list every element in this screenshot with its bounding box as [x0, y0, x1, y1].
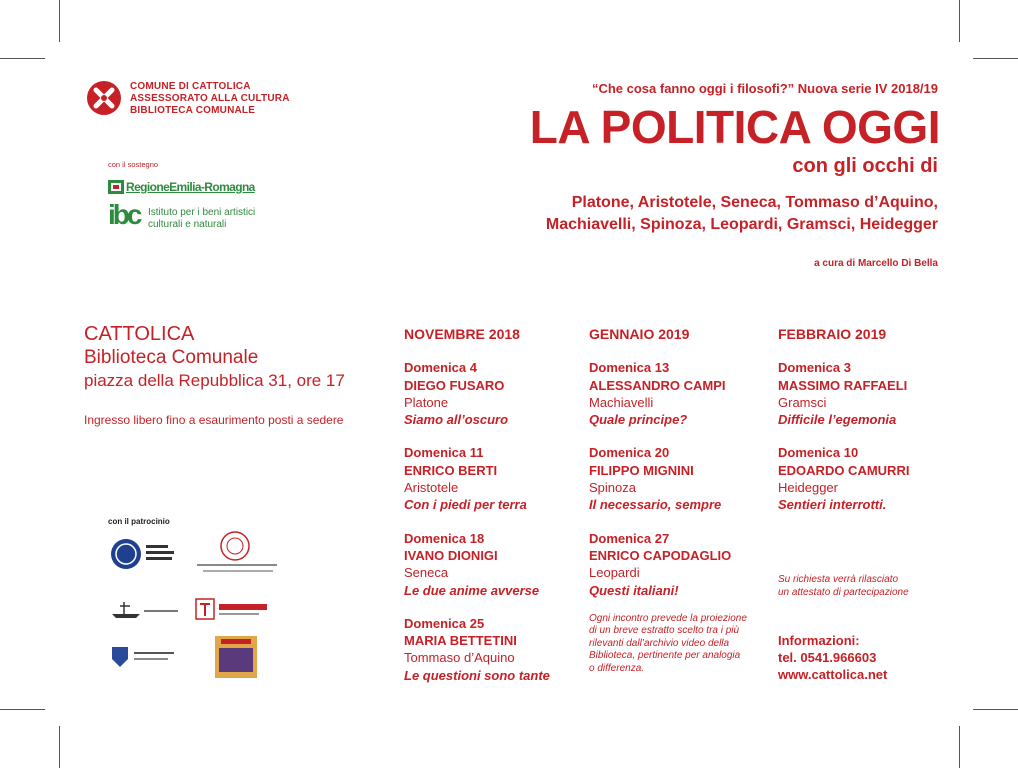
schedule-col-febbraio [778, 326, 948, 514]
org-block [130, 81, 290, 117]
shield-logo-icon [110, 645, 180, 669]
crop-mark [59, 0, 60, 42]
curator: a cura di Marcello Di Bella [814, 258, 938, 269]
event-speaker: EDOARDO CAMURRI [778, 462, 910, 478]
support-label: con il sostegno [108, 160, 159, 169]
crop-mark [959, 0, 960, 42]
patron-logo-university [110, 538, 182, 575]
event-date: Domenica 25 [404, 615, 485, 631]
crop-mark [973, 58, 1018, 59]
regione-flag-icon [108, 178, 124, 196]
event-philosopher: Platone [404, 394, 449, 410]
event-speaker: MASSIMO RAFFAELI [778, 377, 908, 393]
event-speaker: MARIA BETTETINI [404, 633, 517, 649]
event-date: Domenica 10 [778, 445, 859, 461]
month-heading: GENNAIO 2019 [589, 326, 690, 342]
patronage-label: con il patrocinio [108, 517, 170, 526]
event-date: Domenica 3 [778, 360, 851, 376]
crop-mark [59, 726, 60, 768]
event-talk: Questi italiani! [589, 582, 679, 598]
event-philosopher: Aristotele [404, 480, 459, 496]
event-talk: Con i piedi per terra [404, 497, 527, 513]
page-title: LA POLITICA OGGI [529, 101, 940, 153]
entry-info: Ingresso libero fino a esaurimento posti a sedere [84, 413, 344, 427]
projection-note [589, 613, 764, 676]
series-title: “Che cosa fanno oggi i filosofi?” Nuova serie IV 2018/19 [591, 81, 938, 96]
event-talk: Il necessario, sempre [589, 497, 722, 513]
ibc-name-line2: culturali e naturali [148, 219, 227, 230]
note-line: rilevanti dall’archivio video della [589, 637, 730, 649]
note-line: o differenza. [589, 662, 645, 674]
ibc-mark: ibc [108, 199, 140, 230]
ibc-logo [108, 200, 268, 236]
ship-logo-icon [110, 600, 180, 620]
venue-block [84, 322, 345, 392]
venue-address: piazza della Repubblica 31, ore 17 [84, 371, 345, 390]
org-line-2: ASSESSORATO ALLA CULTURA [130, 93, 290, 104]
event-talk: Le questioni sono tante [404, 667, 550, 683]
event-speaker: DIEGO FUSARO [404, 377, 505, 393]
academy-seal-icon [195, 530, 280, 578]
treccani-logo-icon [195, 598, 270, 620]
event-talk: Quale principe? [589, 412, 688, 428]
philosophers-line-1: Platone, Aristotele, Seneca, Tommaso d’Aquino, [571, 194, 938, 211]
event-date: Domenica 13 [589, 360, 670, 376]
org-line-3: BIBLIOTECA COMUNALE [130, 105, 256, 116]
patron-logo-treccani [195, 598, 270, 625]
regione-name: RegioneEmilia-Romagna [126, 180, 255, 194]
event-philosopher: Leopardi [589, 565, 640, 581]
org-line-1: COMUNE DI CATTOLICA [130, 81, 251, 92]
info-web: www.cattolica.net [778, 667, 888, 682]
event-date: Domenica 20 [589, 445, 670, 461]
certificate-note [778, 574, 909, 599]
regione-logo [108, 178, 258, 198]
event-speaker: ALESSANDRO CAMPI [589, 377, 726, 393]
month-heading: FEBBRAIO 2019 [778, 326, 887, 342]
schedule-col-novembre [404, 326, 574, 684]
event-philosopher: Seneca [404, 565, 449, 581]
ibc-name-line1: Istituto per i beni artistici [148, 207, 256, 218]
philosophers-line-2: Machiavelli, Spinoza, Leopardi, Gramsci, Heidegger [545, 216, 938, 233]
event-speaker: IVANO DIONIGI [404, 547, 498, 563]
crop-mark [0, 58, 45, 59]
event-philosopher: Tommaso d’Aquino [404, 650, 515, 666]
info-heading: Informazioni: [778, 633, 860, 648]
event-philosopher: Heidegger [778, 480, 838, 496]
event-talk: Difficile l’egemonia [778, 412, 897, 428]
month-heading: NOVEMBRE 2018 [404, 326, 520, 342]
event-date: Domenica 4 [404, 360, 477, 376]
event-talk: Siamo all’oscuro [404, 412, 509, 428]
university-seal-icon [110, 538, 182, 570]
event-talk: Le due anime avverse [404, 582, 540, 598]
venue-place: Biblioteca Comunale [84, 347, 259, 368]
info-phone: tel. 0541.966603 [778, 650, 877, 665]
note-line: di un breve estratto scelto tra i più [589, 625, 740, 637]
event-philosopher: Gramsci [778, 394, 827, 410]
book-cover-icon [215, 636, 257, 678]
info-block [778, 632, 887, 683]
venue-city: CATTOLICA [84, 323, 195, 345]
event-date: Domenica 18 [404, 530, 485, 546]
comune-emblem-icon [86, 80, 122, 116]
event-date: Domenica 27 [589, 530, 670, 546]
patron-logo-ship [110, 600, 180, 625]
event-speaker: FILIPPO MIGNINI [589, 462, 694, 478]
event-philosopher: Machiavelli [589, 394, 654, 410]
event-speaker: ENRICO CAPODAGLIO [589, 547, 732, 563]
note-line: Ogni incontro prevede la proiezione [589, 612, 747, 624]
note-line: Su richiesta verrà rilasciato [778, 574, 899, 585]
event-talk: Sentieri interrotti. [778, 497, 887, 513]
schedule-col-gennaio [589, 326, 764, 675]
note-line: un attestato di partecipazione [778, 586, 909, 598]
crop-mark [0, 709, 45, 710]
page-subtitle: con gli occhi di [792, 155, 938, 177]
event-speaker: ENRICO BERTI [404, 462, 498, 478]
crop-mark [959, 726, 960, 768]
comune-logo [86, 80, 122, 121]
note-line: Biblioteca, pertinente per analogia [589, 650, 741, 662]
crop-mark [973, 709, 1018, 710]
patron-logo-academy [195, 530, 280, 583]
event-date: Domenica 11 [404, 445, 484, 461]
event-philosopher: Spinoza [589, 480, 636, 496]
patron-logo-book [215, 636, 257, 683]
patron-logo-shield [110, 645, 180, 674]
